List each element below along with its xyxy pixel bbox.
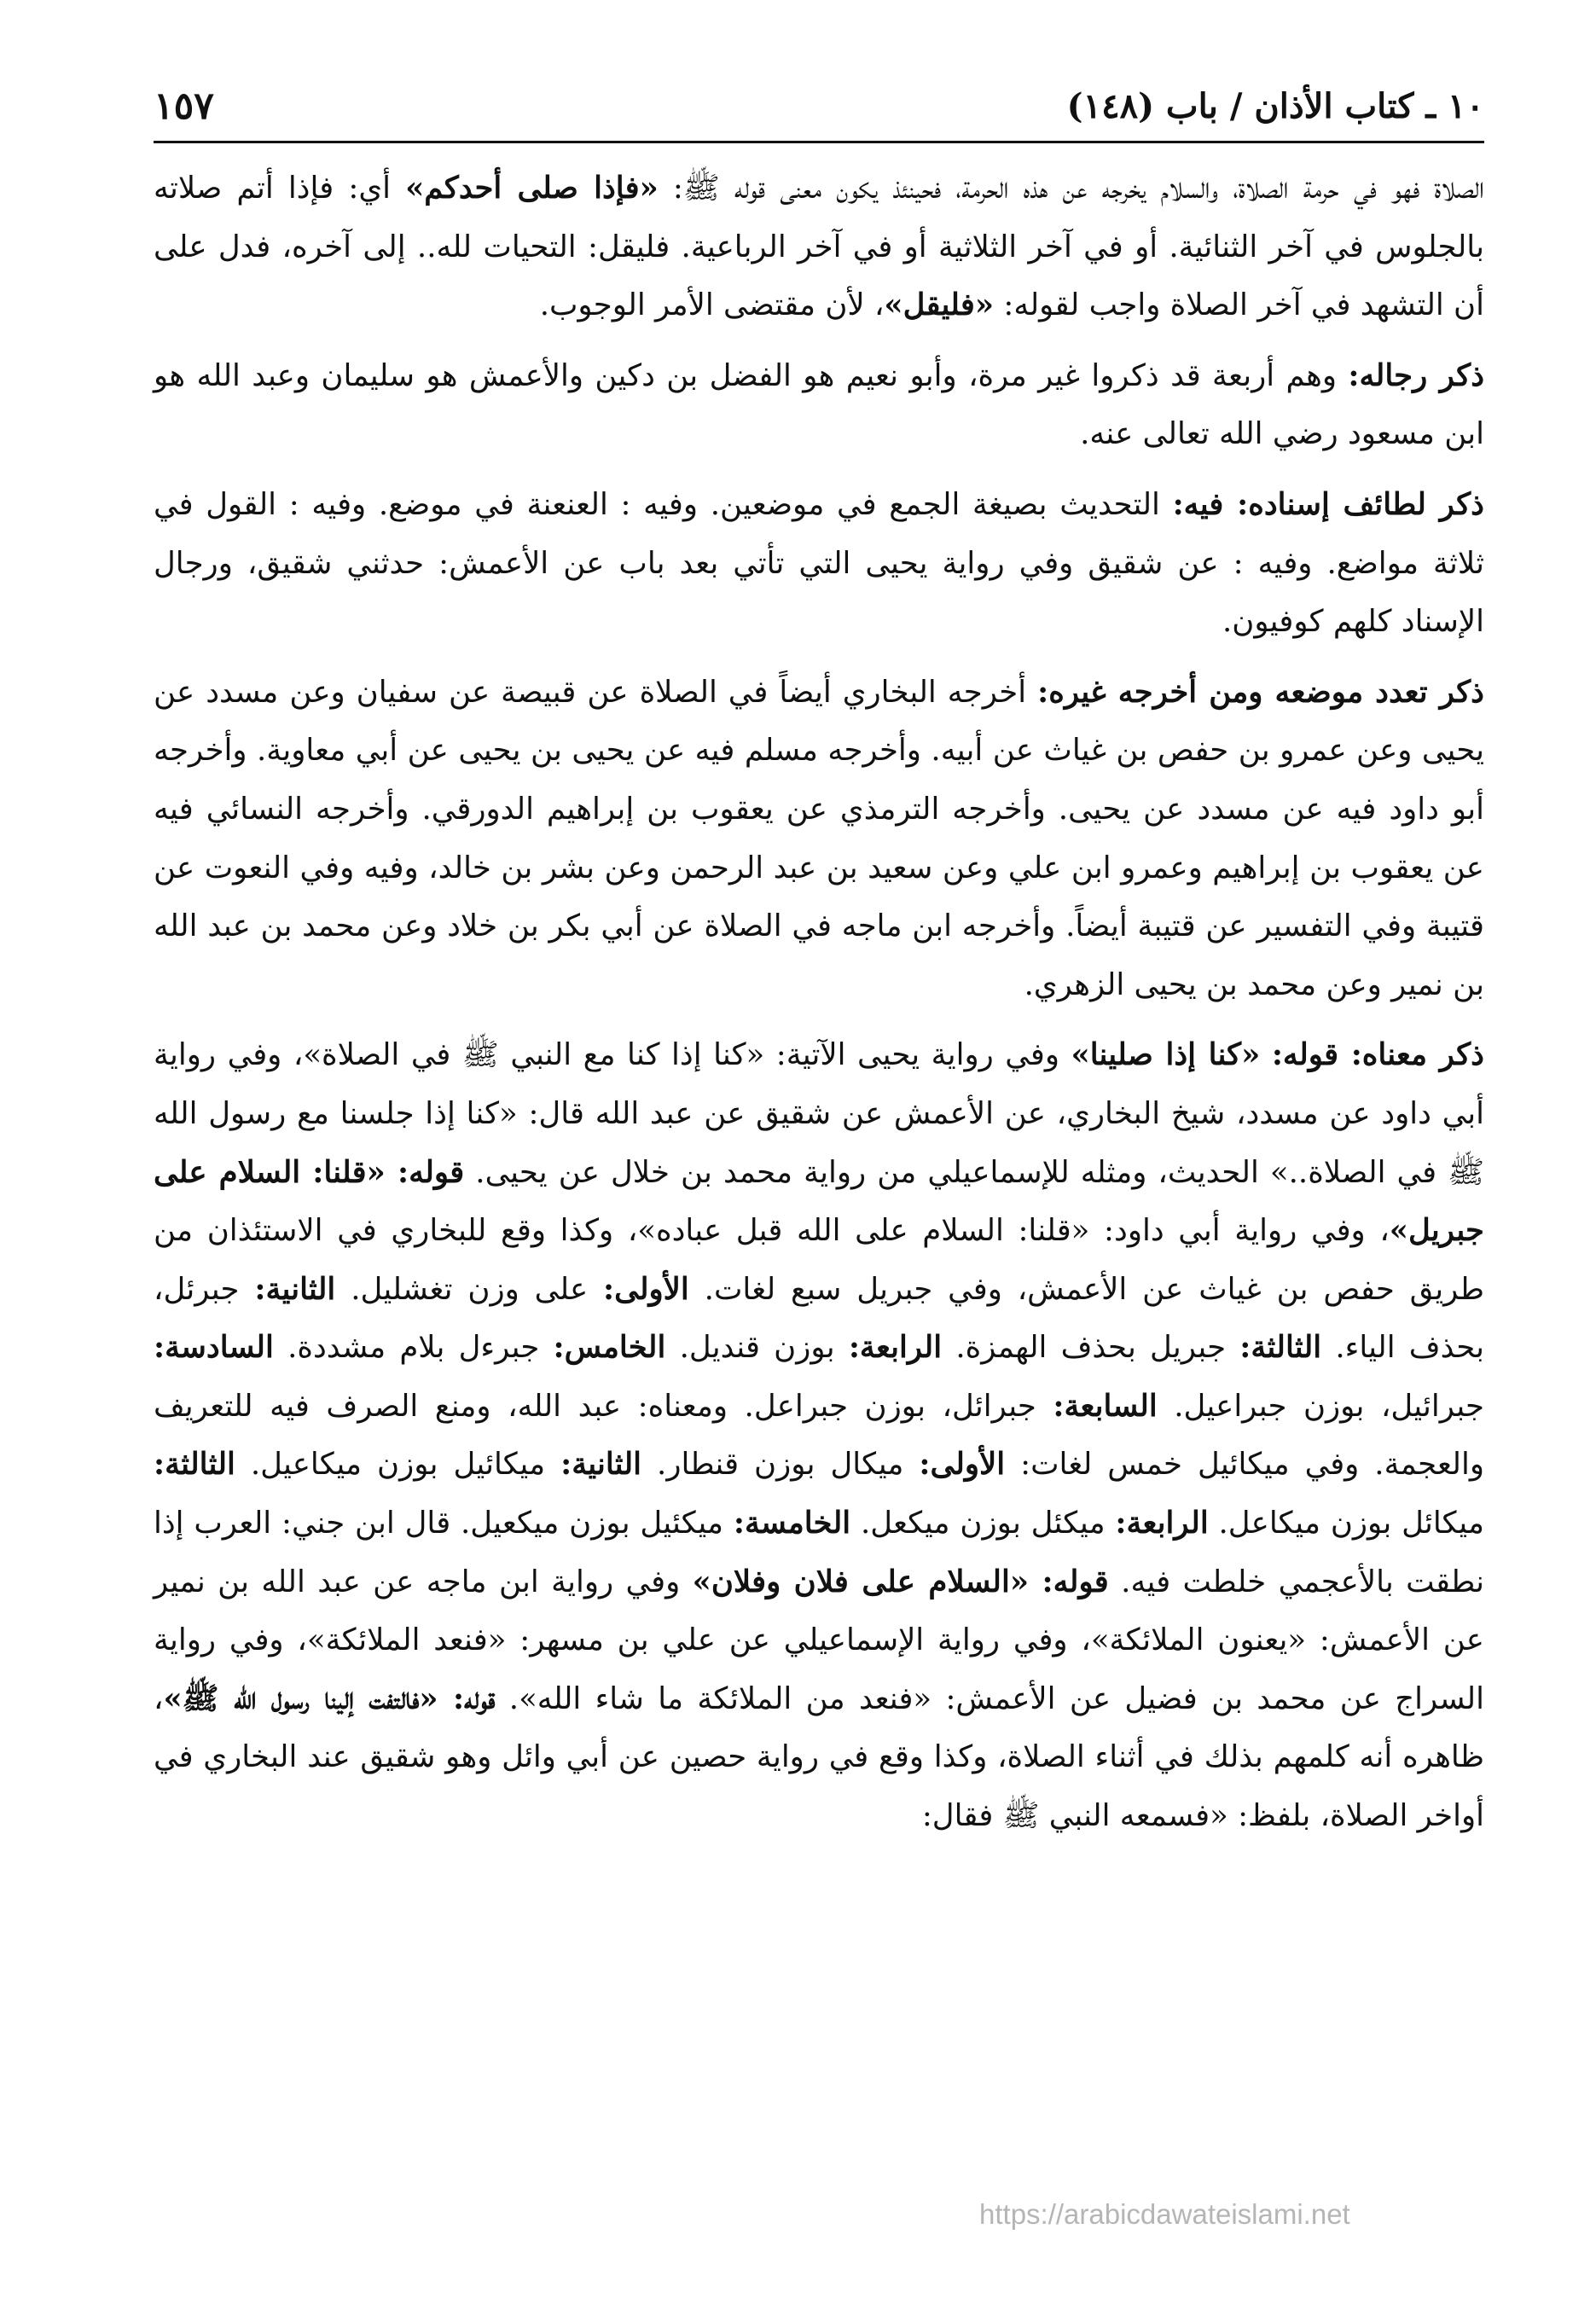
bold-phrase: الثالثة: (1239, 1330, 1322, 1366)
bold-phrase: الرابعة: (848, 1330, 943, 1366)
text-run: ميكئيل بوزن ميكعيل. قال ابن جني: العرب إذا نطقت بالأعجمي خلطت فيه. (154, 1506, 1484, 1599)
bold-phrase: ذكر رجاله: (1348, 357, 1485, 393)
bold-phrase: الثانية: (254, 1271, 336, 1307)
text-run: ميكال بوزن قنطار. (641, 1447, 920, 1483)
text-run: جبرءل بلام مشددة. (273, 1330, 554, 1366)
text-run: ، ظاهره أنه كلمهم بذلك في أثناء الصلاة، وكذا وقع في رواية حصين عن أبي وائل وهو شقيق عند البخاري في أواخر الصلاة، بلفظ: «فسمعه النبي ﷺ فقال: (154, 1680, 1484, 1834)
text-run: جبرائل، بوزن جبراعل. ومعناه: عبد الله، ومنع الصرف فيه للتعريف والعجمة. وفي ميكائيل خمس لغات: (154, 1388, 1484, 1483)
bold-phrase: ذكر تعدد موضعه ومن أخرجه غيره: (1037, 674, 1484, 710)
bold-phrase: الأولى: (919, 1447, 1006, 1483)
bold-phrase: «كنا إذا صلينا» (1071, 1037, 1261, 1073)
paragraph (154, 476, 1484, 652)
bold-phrase: الأولى: (603, 1271, 689, 1307)
bold-phrase: الثانية: (560, 1447, 642, 1483)
book-page (154, 81, 1484, 2282)
paragraph (154, 347, 1484, 464)
text-run: أخرجه البخاري أيضاً في الصلاة عن قبيصة عن سفيان وعن مسدد عن يحيى وعن عمرو بن حفص بن غياث عن أبيه. وأخرجه مسلم فيه عن يحيى بن يحيى عن أبي معاوية. وأخرجه أبو داود فيه عن مسدد عن يحيى. وأخرجه الترمذي عن يعقوب بن إبراهيم الدورقي. وأخرجه النسائي فيه عن يعقوب بن إبراهيم وعمرو ابن علي وعن سعيد بن عبد الرحمن وعن بشر بن خالد، وفيه وفي النعوت عن قتيبة وفي التفسير عن قتيبة أيضاً. وأخرجه ابن ماجه في الصلاة عن أبي بكر بن خلاد وعن محمد بن عبد الله بن نمير وعن محمد بن يحيى الزهري. (154, 674, 1484, 1002)
bold-phrase: «فليقل» (884, 287, 995, 323)
bold-phrase: قوله: «قلنا: السلام على جبريل» (154, 1154, 1484, 1249)
text-run: جبرئل، بحذف الياء. (154, 1271, 1485, 1366)
bold-phrase: الثالثة: (154, 1447, 235, 1483)
page-number: ١٥٧ (154, 84, 214, 128)
text-run: بوزن قنديل. (665, 1330, 849, 1366)
bold-phrase: الخامس: (553, 1330, 666, 1366)
bold-phrase: السابعة: (1053, 1388, 1158, 1424)
text-run: وفي رواية يحيى الآتية: «كنا إذا كنا مع النبي ﷺ في الصلاة»، وفي رواية أبي داود عن مسدد، شيخ البخاري، عن الأعمش عن شقيق عن عبد الله قال: «كنا إذا جلسنا مع رسول الله ﷺ في الصلاة..» الحديث، ومثله للإسماعيلي من رواية محمد بن خلال عن يحيى. (154, 1037, 1484, 1190)
paragraph (154, 664, 1484, 1015)
text-run: ، لأن مقتضى الأمر الوجوب. (539, 287, 885, 323)
paragraph (154, 160, 1484, 335)
bold-phrase: «فإذا صلى أحدكم» (405, 171, 659, 206)
paragraph (154, 1026, 1484, 1845)
text-run: التحديث بصيغة الجمع في موضعين. وفيه : العنعنة في موضع. وفيه : القول في ثلاثة مواضع. وفيه : عن شقيق وفي رواية يحيى التي تأتي بعد باب عن الأعمش: حدثني شقيق، ورجال الإسناد كلهم كوفيون. (154, 486, 1484, 640)
watermark-url: https://arabicdawateislami.net (979, 2198, 1350, 2230)
header-rule (154, 141, 1484, 143)
bold-phrase: السادسة: (154, 1330, 274, 1366)
bold-phrase: قوله: «فالتفت إلينا رسول الله ﷺ» (163, 1680, 496, 1716)
text-run: جبرائيل، بوزن جبراعيل. (1157, 1388, 1484, 1424)
bold-phrase: الخامسة: (733, 1506, 851, 1541)
text-run: الصلاة فهو في حرمة الصلاة، والسلام يخرجه عن هذه الحرمة، فحينئذ يكون معنى قوله ﷺ: (658, 171, 1484, 206)
text-run: ، وفي رواية أبي داود: «قلنا: السلام على الله قبل عباده»، وكذا وقع للبخاري في الاستئذان من طريق حفص بن غياث عن الأعمش، وفي جبريل سبع لغات. (154, 1213, 1485, 1307)
text-run: جبريل بحذف الهمزة. (942, 1330, 1240, 1366)
text-run: ميكائل بوزن ميكاعل. (1208, 1506, 1484, 1541)
text-run: على وزن تغشليل. (335, 1271, 604, 1307)
body-text (154, 160, 1484, 1858)
text-run (1260, 1037, 1272, 1072)
text-run: وفي رواية ابن ماجه عن عبد الله بن نمير عن الأعمش: «يعنون الملائكة»، وفي رواية الإسماعيلي عن علي بن مسهر: «فنعد الملائكة»، وفي رواية السراج عن محمد بن فضيل عن الأعمش: «فنعد من الملائكة ما شاء الله». (154, 1564, 1484, 1716)
bold-phrase: ذكر معناه: قوله: (1271, 1037, 1484, 1073)
text-run: ميكائيل بوزن ميكاعيل. (235, 1447, 561, 1483)
page-header (154, 81, 1484, 141)
bold-phrase: قوله: «السلام على فلان وفلان» (692, 1564, 1109, 1599)
text-run: أي: فإذا أتم صلاته بالجلوس في آخر الثنائية. أو في آخر الثلاثية أو في آخر الرباعية. فليقل: التحيات لله.. إلى آخره، فدل على أن التشهد في آخر الصلاة واجب لقوله: (154, 171, 1484, 323)
running-head: ١٠ ـ كتاب الأذان / باب (١٤٨) (1066, 86, 1484, 126)
text-run: وهم أربعة قد ذكروا غير مرة، وأبو نعيم هو الفضل بن دكين والأعمش هو سليمان وعبد الله هو ابن مسعود رضي الله تعالى عنه. (154, 357, 1484, 452)
bold-phrase: ذكر لطائف إسناده: فيه: (1172, 486, 1484, 522)
bold-phrase: الرابعة: (1115, 1506, 1209, 1541)
text-run: ميكئل بوزن ميكعل. (850, 1506, 1116, 1541)
